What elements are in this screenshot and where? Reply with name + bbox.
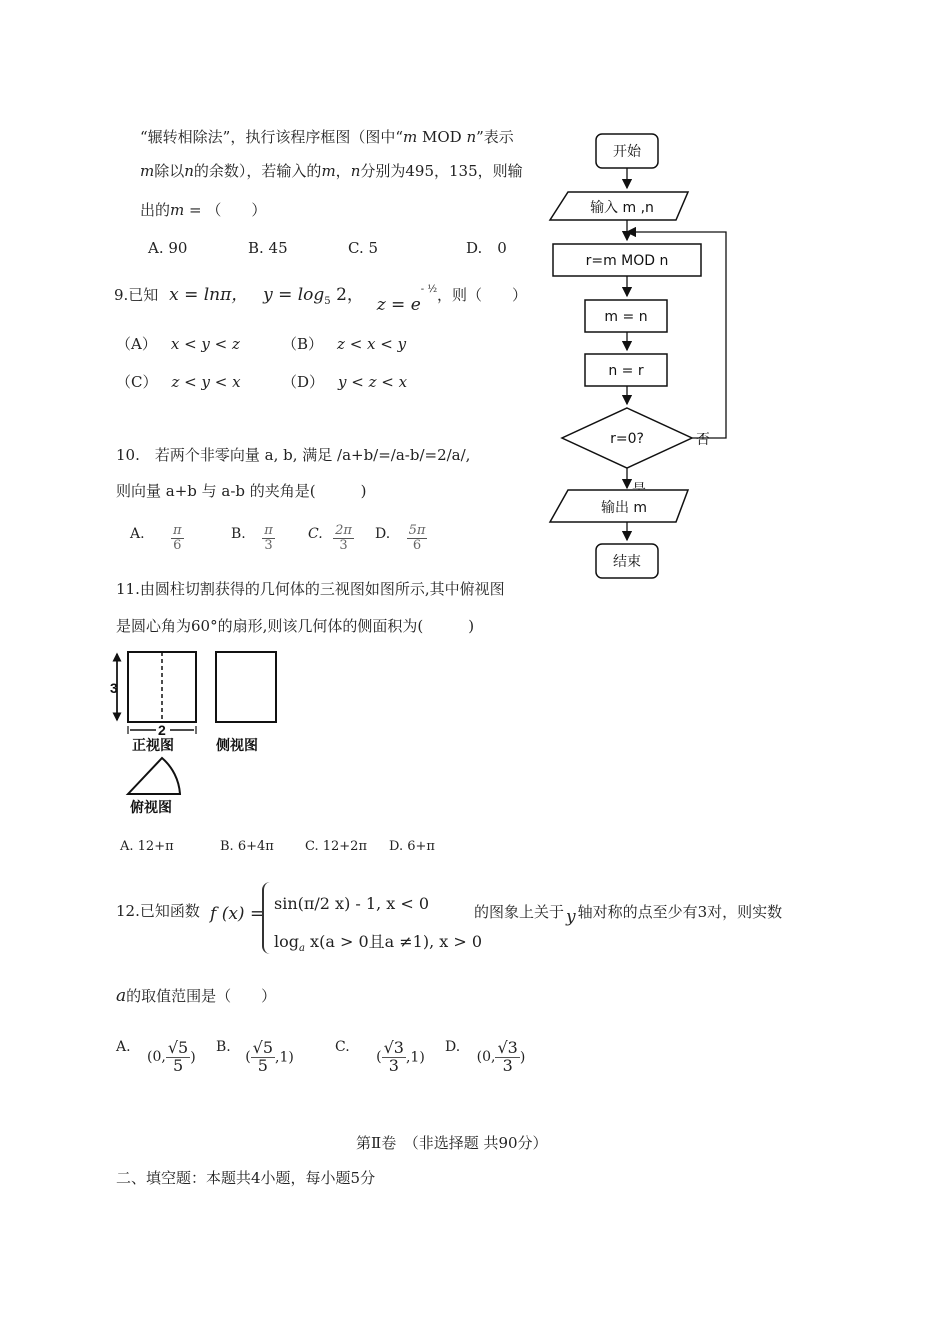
q9-option-a: （A） x < y < z: [116, 335, 240, 353]
q10-option-d: D. $\frac{5\pi}{6}$: [375, 523, 426, 553]
top-view-sector: [128, 758, 180, 794]
q8-option-d: D. 0: [466, 239, 507, 257]
q11-option-a: A. 12+π: [120, 839, 174, 854]
q8-line2: m除以n的余数），若输入的m，n分别为495，135，则输: [140, 162, 523, 180]
q12-suffix: 的图象上关于 y 轴对称的点至少有3对，则实数: [474, 903, 783, 927]
flowchart: [540, 126, 740, 586]
flow-start-label: 开始: [613, 144, 641, 160]
front-view-label: 正视图: [132, 738, 174, 754]
q8-option-b: B. 45: [248, 239, 288, 257]
q12-line2: a的取值范围是（ ）: [116, 986, 277, 1006]
q12-case1: sin(π/2 x) - 1, x < 0: [274, 894, 430, 913]
q10-line1: 10. 若两个非零向量 a, b, 满足 /a+b/=/a-b/=2/a/,: [116, 446, 471, 464]
flow-assign-n-label: n = r: [608, 363, 644, 379]
q9-option-c: （C） z < y < x: [116, 373, 241, 391]
q12-case2: $\log_a x(a > 0$且a ≠1), x > 0: [274, 932, 483, 955]
q11-option-d: D. 6+π: [389, 839, 435, 854]
q11-line1: 11.由圆柱切割获得的几何体的三视图如图所示,其中俯视图: [116, 580, 505, 598]
q12-option-b: B. ( $\frac{√5}{5}$ ,1): [216, 1038, 294, 1075]
side-view-rect: [216, 652, 276, 722]
side-view-label: 侧视图: [216, 738, 258, 754]
q11-option-c: C. 12+2π: [305, 839, 367, 854]
q9-option-d: （D） y < z < x: [282, 373, 408, 391]
q12-fx: f (x) =: [210, 904, 265, 924]
q10-line2: 则向量 a+b 与 a-b 的夹角是( ): [116, 482, 367, 500]
q11-line2: 是圆心角为60°的扇形,则该几何体的侧面积为( ): [116, 617, 475, 635]
dim-width-label: 2: [158, 722, 166, 738]
q12-option-c: C. ( $\frac{√3}{3}$ ,1): [335, 1038, 425, 1075]
top-view-label: 俯视图: [130, 800, 172, 816]
q9-option-b: （B） z < x < y: [282, 335, 407, 353]
flow-assign-m-label: m = n: [604, 309, 648, 325]
section-fill-in: 二、填空题：本题共4小题，每小题5分: [116, 1169, 376, 1187]
q10-option-b: B. $\frac{\pi}{3}$: [231, 523, 273, 553]
three-view-figure: [108, 646, 288, 818]
q8-line3: 出的m = （ ）: [140, 201, 267, 219]
dim-height-label: 3: [110, 680, 118, 696]
q12-option-a: A. (0, $\frac{√5}{5}$ ): [116, 1038, 196, 1075]
q11-option-b: B. 6+4π: [220, 839, 274, 854]
q9-stem: 9.已知 x = lnπ， $y = \log_5 2$， $z = e^{- \frac{1}{2}}$，则（ ）: [114, 284, 528, 315]
q10-option-c: C. $\frac{2\pi}{3}$: [308, 523, 352, 553]
flow-input-label: 输入 m ,n: [590, 200, 654, 216]
flow-no-label: 否: [696, 432, 710, 448]
q8-option-a: A. 90: [148, 239, 188, 257]
flow-decision-label: r=0?: [610, 431, 644, 447]
flow-end-label: 结束: [613, 554, 641, 570]
q10-option-a: A. $\frac{\pi}{6}$: [130, 523, 182, 553]
q12-option-d: D. (0, $\frac{√3}{3}$ ): [445, 1038, 526, 1075]
q8-var-m: m: [403, 128, 418, 146]
part2-title: 第Ⅱ卷 （非选择题 共90分）: [356, 1134, 548, 1152]
q8-option-c: C. 5: [348, 239, 379, 257]
q8-var-n: n: [466, 128, 477, 146]
q12-prefix: 12.已知函数: [116, 902, 200, 920]
flow-mod-label: r=m MOD n: [585, 253, 669, 269]
q8-line1: “辗转相除法”，执行该程序框图（图中“m MOD n”表示: [140, 128, 514, 146]
flow-output-label: 输出 m: [600, 500, 648, 516]
q12-brace: [262, 882, 272, 954]
